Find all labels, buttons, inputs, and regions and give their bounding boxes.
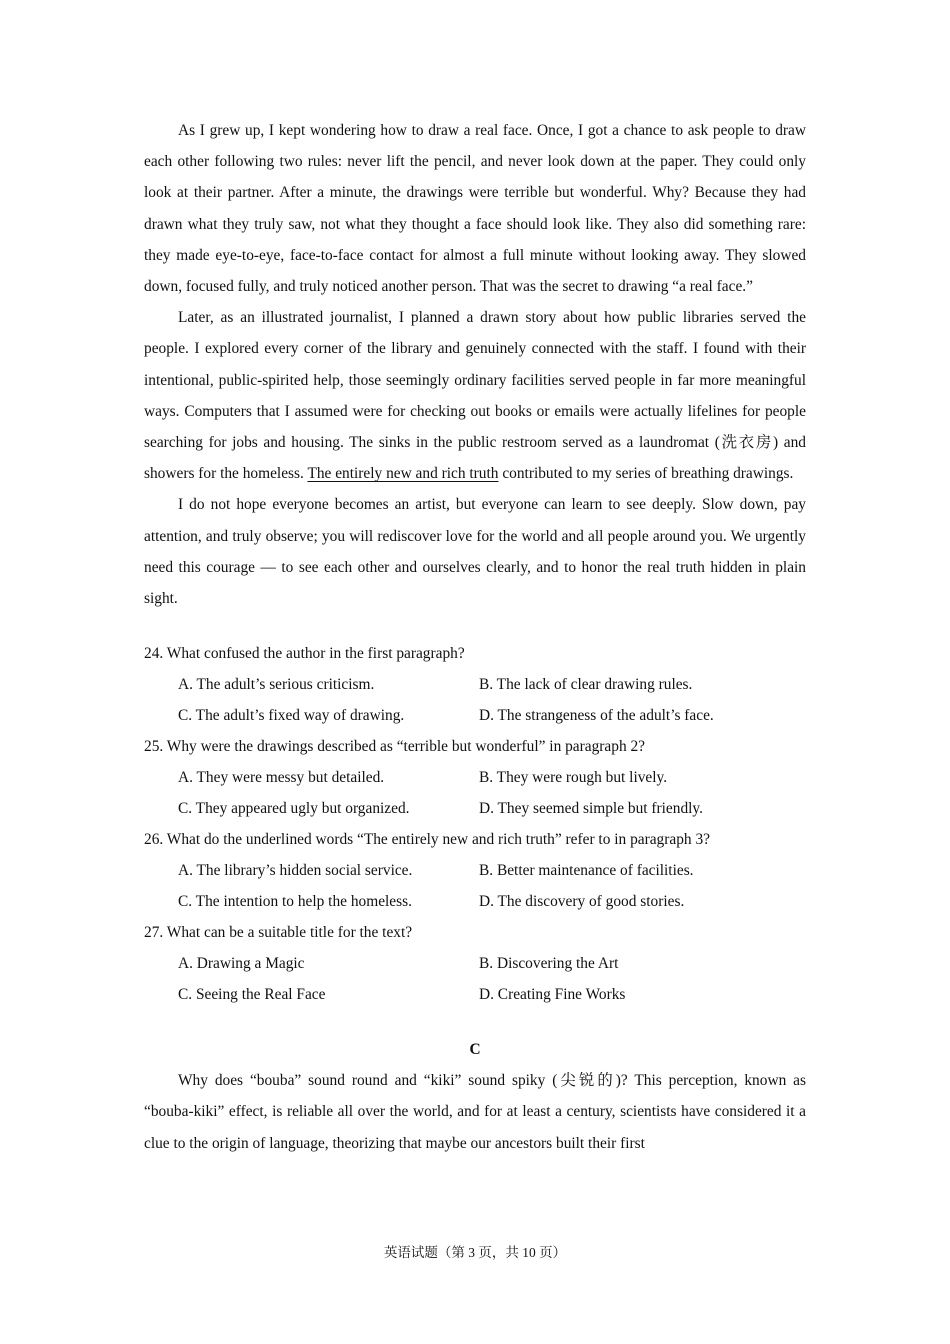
section-heading: C: [469, 1041, 481, 1059]
passage-paragraph-2-text-after: contributed to my series of breathing drawings.: [498, 465, 794, 483]
passage-paragraph-3: I do not hope everyone becomes an artist, but everyone can learn to see deeply. Slow down, pay attention, and truly observe; you will rediscover love for the world and all people around you. We urgently need this courage — to see each other and ourselves clearly, and to honor the real truth hidden in plain sight.: [144, 496, 806, 608]
passage-paragraph-1: As I grew up, I kept wondering how to draw a real face. Once, I got a chance to ask people to draw each other following two rules: never lift the pencil, and never look down at the paper. They could only look at their partner. After a minute, the drawings were terrible but wonderful. Why? Because they had drawn what they truly saw, not what they thought a face should look like. They also did something rare: they made eye-to-eye, face-to-face contact for almost a full minute without looking away. They slowed down, focused fully, and truly noticed another person. That was the secret to drawing “a real face.”: [144, 122, 806, 296]
option-a: A. The library’s hidden social service.: [178, 862, 413, 880]
option-row: [144, 855, 806, 886]
passage-paragraph-2: [144, 302, 806, 489]
option-d: D. Creating Fine Works: [479, 986, 626, 1004]
question-24: [144, 638, 806, 731]
option-row: [144, 979, 806, 1010]
question-stem: 25. Why were the drawings described as “terrible but wonderful” in paragraph 2?: [144, 738, 646, 756]
option-d: D. The strangeness of the adult’s face.: [479, 707, 714, 725]
option-a: A. The adult’s serious criticism.: [178, 676, 375, 694]
option-row: [144, 700, 806, 731]
question-26: [144, 824, 806, 917]
underlined-phrase: The entirely new and rich truth: [307, 465, 499, 483]
option-row: [144, 669, 806, 700]
option-c: C. The adult’s fixed way of drawing.: [178, 707, 405, 725]
option-c: C. They appeared ugly but organized.: [178, 800, 410, 818]
option-row: [144, 762, 806, 793]
option-row: [144, 793, 806, 824]
option-b: B. Better maintenance of facilities.: [479, 862, 694, 880]
option-d: D. The discovery of good stories.: [479, 893, 685, 911]
question-stem: 24. What confused the author in the first paragraph?: [144, 645, 465, 663]
option-c: C. The intention to help the homeless.: [178, 893, 412, 911]
option-d: D. They seemed simple but friendly.: [479, 800, 703, 818]
passage-paragraph-2-text-before: Later, as an illustrated journalist, I planned a drawn story about how public libraries served the people. I explored every corner of the library and genuinely connected with the staff. I found with their intentional, public-spirited help, those seemingly ordinary facilities served people in far more meaningful ways. Computers that I assumed were for checking out books or emails were actually lifelines for people searching for jobs and housing. The sinks in the public restroom served as a laundromat (洗衣房) and showers for the homeless.: [144, 309, 806, 483]
option-b: B. They were rough but lively.: [479, 769, 668, 787]
option-a: A. Drawing a Magic: [178, 955, 305, 973]
section-c-paragraph: Why does “bouba” sound round and “kiki” sound spiky (尖锐的)? This perception, known as “bouba-kiki” effect, is reliable all over the world, and for at least a century, scientists have considered it a clue to the origin of language, theorizing that maybe our ancestors built their first: [144, 1072, 806, 1152]
exam-page: [144, 115, 806, 1159]
question-stem: 27. What can be a suitable title for the text?: [144, 924, 413, 942]
question-25: [144, 731, 806, 824]
option-row: [144, 948, 806, 979]
option-c: C. Seeing the Real Face: [178, 986, 326, 1004]
option-row: [144, 886, 806, 917]
option-b: B. The lack of clear drawing rules.: [479, 676, 693, 694]
option-a: A. They were messy but detailed.: [178, 769, 385, 787]
question-27: [144, 917, 806, 1010]
option-b: B. Discovering the Art: [479, 955, 619, 973]
question-list: [144, 638, 806, 1010]
page-footer: 英语试题（第 3 页，共 10 页）: [383, 1245, 567, 1260]
question-stem: 26. What do the underlined words “The entirely new and rich truth” refer to in paragraph 3?: [144, 831, 710, 849]
